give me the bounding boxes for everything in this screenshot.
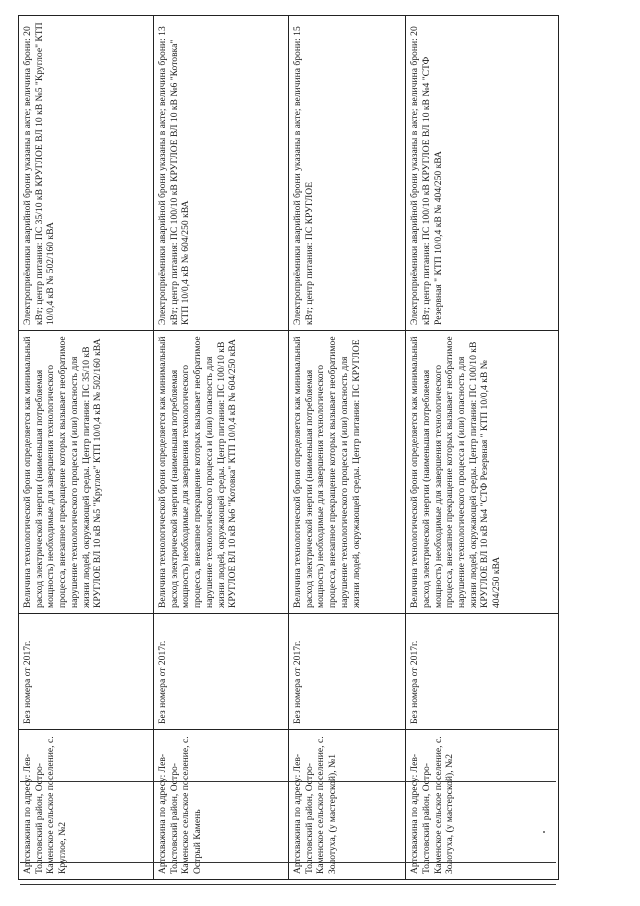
tech-reserve-cell: Величина технологической брони определяется как минимальный расход электрической энергии (наименьшая потребляемая мощность) необходимые для завершения технологического процесса, внезапное прекращение которых вызывает необратимое нарушение технологического процесса и (или) опасность для жизни людей, окружающей среды. Центр питания: ПС 100/10 кВ КРУГЛОЕ ВЛ 10 кВ №4 "СТФ Резервная " КТП 10/0,4 кВ № 404/250 кВА [406,331,559,614]
scan-speck [543,831,545,833]
emergency-reserve-cell: Электроприёмники аварийной брони указаны в акте; величина брони: 20 кВт; центр питания: ПС 35/10 кВ КРУГЛОЕ ВЛ 10 кВ №5 "Круглое" КТП 10/0,4 кВ № 502/160 кВА [19,16,154,331]
table-row [289,16,406,880]
object-cell: Артскважина по адресу: Лев-Толстовский район, Остро-Каменское сельское поселение, с. Золотуха, (у мастерской), №2 [406,730,559,880]
emergency-reserve-cell: Электроприёмники аварийной брони указаны в акте; величина брони: 13 кВт; центр питания: ПС 100/10 кВ КРУГЛОЕ ВЛ 10 кВ №6 "Котовка" КТП 10/0,4 кВ № 604/250 кВА [154,16,289,331]
act-number-cell: Без номера от 2017г. [289,614,406,730]
horizontal-rule [20,781,556,782]
rotated-table-wrapper [18,16,559,880]
horizontal-rule [20,862,556,863]
object-cell: Артскважина по адресу: Лев-Толстовский район, Остро-Каменское сельское поселение, с. Круглое, №2 [19,730,154,880]
table-row [406,16,559,880]
reserve-acts-table [18,15,559,880]
tech-reserve-cell: Величина технологической брони определяется как минимальный расход электрической энергии (наименьшая потребляемая мощность) необходимые для завершения технологического процесса, внезапное прекращение которых вызывает необратимое нарушение технологического процесса и (или) опасность для жизни людей, окружающей среды. Центр питания: ПС 35/10 кВ КРУГЛОЕ ВЛ 10 кВ №5 "Круглое" КТП 10/0,4 кВ № 502/160 кВА [19,331,154,614]
emergency-reserve-cell: Электроприёмники аварийной брони указаны в акте; величина брони: 20 кВт; центр питания: ПС 100/10 кВ КРУГЛОЕ ВЛ 10 кВ №4 "СТФ Резервная " КТП 10/0,4 кВ № 404/250 кВА [406,16,559,331]
object-cell: Артскважина по адресу: Лев-Толстовский район, Остро-Каменское сельское поселение, с. Острый Камень [154,730,289,880]
act-number-cell: Без номера от 2017г. [154,614,289,730]
act-number-cell: Без номера от 2017г. [19,614,154,730]
act-number-cell: Без номера от 2017г. [406,614,559,730]
object-cell: Артскважина по адресу: Лев-Толстовский район, Остро-Каменское сельское поселение, с. Золотуха, (у мастерской), №1 [289,730,406,880]
table-row [19,16,154,880]
tech-reserve-cell: Величина технологической брони определяется как минимальный расход электрической энергии (наименьшая потребляемая мощность) необходимые для завершения технологического процесса, внезапное прекращение которых вызывает необратимое нарушение технологического процесса и (или) опасность для жизни людей, окружающей среды. Центр питания: ПС 100/10 кВ КРУГЛОЕ ВЛ 10 кВ №6 "Котовка" КТП 10/0,4 кВ № 604/250 кВА [154,331,289,614]
emergency-reserve-cell: Электроприёмники аварийной брони указаны в акте; величина брони: 15 кВт; центр питания: ПС КРУГЛОЕ [289,16,406,331]
table-row [154,16,289,880]
horizontal-rule [20,884,556,885]
tech-reserve-cell: Величина технологической брони определяется как минимальный расход электрической энергии (наименьшая потребляемая мощность) необходимые для завершения технологического процесса, внезапное прекращение которых вызывает необратимое нарушение технологического процесса и (или) опасность для жизни людей, окружающей среды. Центр питания: ПС КРУГЛОЕ [289,331,406,614]
